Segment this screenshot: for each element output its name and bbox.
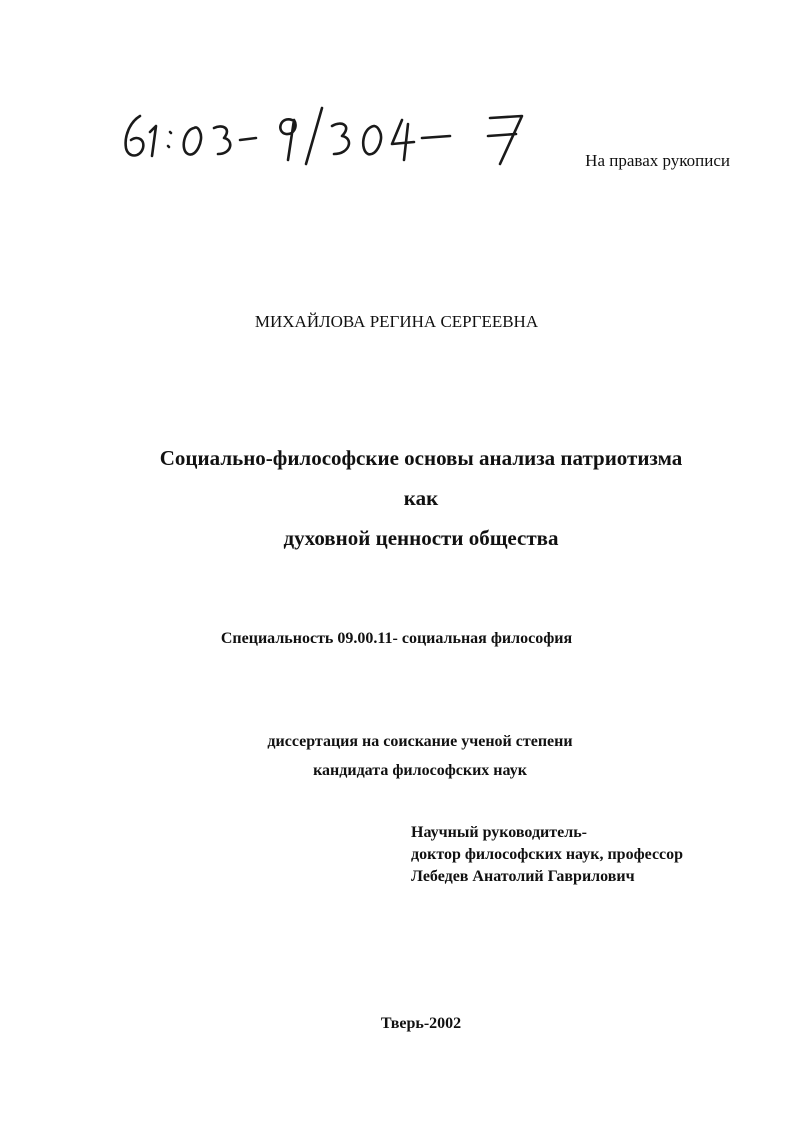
author-name: МИХАЙЛОВА РЕГИНА СЕРГЕЕВНА	[254, 312, 539, 331]
place-year: Тверь-2002	[380, 1015, 462, 1032]
advisor-line: доктор философских наук, профессор	[411, 846, 684, 863]
title-line: духовной ценности общества	[283, 526, 559, 550]
degree-line: диссертация на соискание ученой степени	[267, 733, 573, 750]
degree-line: кандидата философских наук	[313, 762, 527, 779]
title-line: как	[403, 486, 439, 510]
advisor-line: Лебедев Анатолий Гаврилович	[411, 868, 635, 885]
degree-statement	[0, 727, 793, 785]
handwritten-catalog-number-drawing	[118, 102, 538, 172]
rights-note: На правах рукописи	[585, 151, 730, 170]
title-line: Социально-философские основы анализа патриотизма	[159, 446, 683, 470]
advisor-line: Научный руководитель-	[411, 824, 587, 841]
specialty-line: Специальность 09.00.11- социальная философия	[220, 630, 573, 647]
advisor-block	[411, 822, 683, 888]
handwritten-catalog-number	[118, 102, 538, 172]
dissertation-title	[60, 438, 782, 558]
